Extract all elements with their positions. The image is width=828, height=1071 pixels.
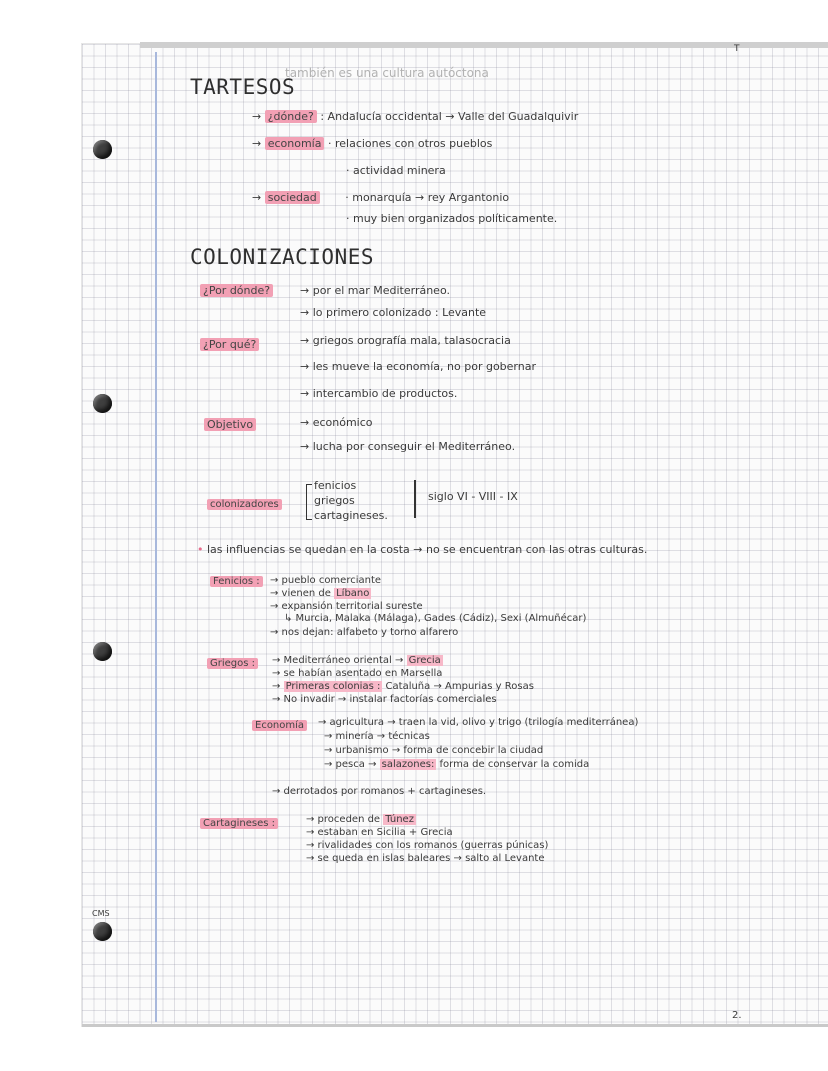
economia-griegos-3: → urbanismo → forma de concebir la ciudad — [324, 745, 544, 756]
fenicios-label — [210, 576, 263, 588]
por-que-2: → les mueve la economía, no por gobernar — [300, 360, 536, 373]
page-top-edge — [140, 42, 828, 48]
binder-ring-2 — [93, 394, 112, 413]
por-donde-2: → lo primero colonizado : Levante — [300, 306, 487, 319]
economia-text-1: · relaciones con otros pueblos — [327, 137, 493, 150]
economia-griegos-4-pre: → pesca → — [324, 759, 377, 770]
colonizadores-3: cartagineses. — [314, 509, 388, 522]
influencias-row — [197, 543, 647, 557]
griegos-1 — [272, 655, 443, 667]
margin-note: CMS — [92, 909, 110, 918]
griegos-4: → No invadir → instalar factorías comerciales — [272, 694, 497, 705]
economia-griegos-1: → agricultura → traen la vid, olivo y trigo (trilogía mediterránea) — [318, 717, 639, 728]
bullet-arrow: → — [272, 681, 284, 692]
margin-line — [155, 52, 157, 1022]
griegos-5: → derrotados por romanos + cartagineses. — [272, 786, 487, 797]
corner-mark: T — [734, 44, 740, 54]
sociedad-text-1: · monarquía → rey Argantonio — [345, 191, 510, 204]
tartesos-subtitle: también es una cultura autóctona — [285, 66, 489, 80]
page-bottom-edge — [82, 1024, 828, 1027]
page-number: 2. — [732, 1010, 742, 1021]
sociedad-text-2: · muy bien organizados políticamente. — [346, 212, 558, 225]
donde-label: ¿dónde? — [265, 110, 317, 123]
cart-4: → se queda en islas baleares → salto al Levante — [306, 853, 545, 864]
griegos-label — [207, 658, 258, 670]
cart-1 — [306, 814, 416, 826]
objetivo-highlight: Objetivo — [204, 418, 256, 431]
por-que-highlight: ¿Por qué? — [200, 338, 259, 351]
fenicios-5: → nos dejan: alfabeto y torno alfarero — [270, 627, 459, 638]
bullet-arrow: → — [252, 191, 265, 204]
colonizadores-label — [207, 498, 282, 512]
por-donde-1: → por el mar Mediterráneo. — [300, 284, 450, 297]
tartesos-title: TARTESOS — [190, 75, 296, 99]
fenicios-3: → expansión territorial sureste — [270, 601, 423, 612]
cart-3: → rivalidades con los romanos (guerras púnicas) — [306, 840, 549, 851]
cart-1-text: → proceden de — [306, 814, 381, 825]
por-que-3: → intercambio de productos. — [300, 387, 458, 400]
objetivo-2: → lucha por conseguir el Mediterráneo. — [300, 440, 516, 453]
fenicios-4: ↳ Murcia, Malaka (Málaga), Gades (Cádiz), Sexi (Almuñécar) — [284, 613, 587, 624]
pink-bullet: • — [197, 543, 204, 556]
donde-text: : Andalucía occidental → Valle del Guadalquivir — [320, 110, 579, 123]
bullet-arrow: → — [252, 137, 265, 150]
salazones-highlight: salazones: — [381, 759, 435, 770]
objetivo-label — [204, 418, 256, 432]
economia-griegos-label — [252, 720, 307, 732]
objetivo-1: → económico — [300, 416, 373, 429]
por-que-label — [200, 338, 259, 352]
economia-griegos-highlight: Economía — [252, 720, 307, 731]
por-donde-label — [200, 284, 273, 298]
sociedad-label: sociedad — [265, 191, 320, 204]
griegos-3 — [272, 681, 534, 693]
donde-row — [252, 110, 578, 124]
colonizaciones-title: COLONIZACIONES — [190, 245, 375, 269]
fenicios-highlight: Fenicios : — [210, 576, 263, 587]
bullet-arrow: → — [252, 110, 265, 123]
griegos-1-text: → Mediterráneo oriental → — [272, 655, 404, 666]
libano-highlight: Líbano — [336, 588, 370, 599]
colonizadores-1: fenicios — [314, 479, 357, 492]
griegos-3-text: Cataluña → Ampurias y Rosas — [385, 681, 534, 692]
binder-ring-1 — [93, 140, 112, 159]
cartagineses-label — [200, 818, 278, 830]
primeras-colonias-highlight: Primeras colonias : — [285, 681, 381, 692]
colonizadores-brace — [306, 484, 312, 520]
colonizadores-2: griegos — [314, 494, 355, 507]
economia-griegos-4-post: forma de conservar la comida — [439, 759, 590, 770]
economia-text-2: · actividad minera — [346, 164, 446, 177]
grecia-highlight: Grecia — [408, 655, 441, 666]
griegos-highlight: Griegos : — [207, 658, 258, 669]
por-donde-highlight: ¿Por dónde? — [200, 284, 273, 297]
binder-ring-4 — [93, 922, 112, 941]
economia-row — [252, 137, 492, 151]
griegos-2: → se habían asentado en Marsella — [272, 668, 443, 679]
economia-label: economía — [265, 137, 325, 150]
binder-ring-3 — [93, 642, 112, 661]
fenicios-2 — [270, 588, 371, 600]
fenicios-1: → pueblo comerciante — [270, 575, 382, 586]
tunez-highlight: Túnez — [385, 814, 414, 825]
siglos-bracket — [414, 480, 416, 518]
economia-griegos-2: → minería → técnicas — [324, 731, 430, 742]
cart-2: → estaban en Sicilia + Grecia — [306, 827, 453, 838]
por-que-1: → griegos orografía mala, talasocracia — [300, 334, 511, 347]
economia-griegos-4 — [324, 759, 589, 771]
colonizadores-highlight: colonizadores — [207, 499, 282, 510]
influencias-text: las influencias se quedan en la costa → no se encuentran con las otras culturas. — [207, 543, 648, 556]
sociedad-row — [252, 191, 509, 205]
siglos-text: siglo VI - VIII - IX — [428, 490, 518, 503]
fenicios-2-text: → vienen de — [270, 588, 331, 599]
cartagineses-highlight: Cartagineses : — [200, 818, 278, 829]
